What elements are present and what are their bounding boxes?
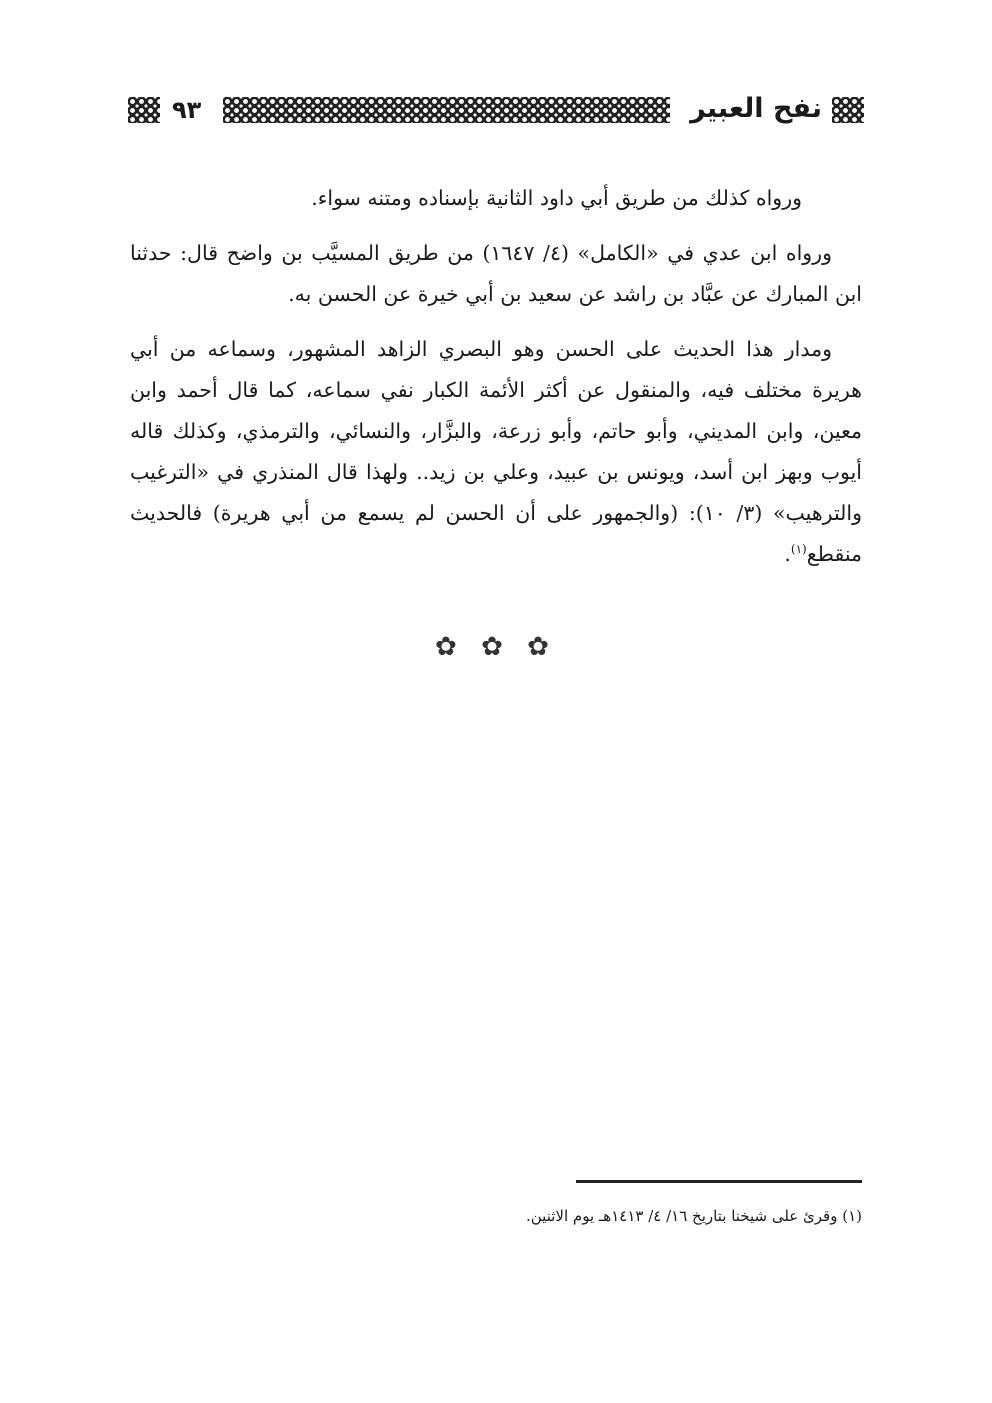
body-text — [130, 178, 862, 589]
footnote-text: (١) وقرئ على شيخنا بتاريخ ١٦/ ٤/ ١٤١٣هـ يوم الاثنين. — [526, 1207, 862, 1225]
ornament-band — [223, 97, 670, 123]
ornament-right — [832, 97, 864, 123]
page-header — [128, 92, 864, 128]
paragraph-3-end: . — [784, 542, 791, 566]
footnote-divider — [576, 1180, 862, 1183]
ornament-left — [128, 97, 160, 123]
section-separator-icon: ✿ ✿ ✿ — [435, 632, 557, 662]
book-title: نفح العبير — [690, 92, 822, 124]
footnote-reference[interactable]: (١) — [790, 542, 807, 557]
paragraph-3 — [130, 329, 862, 575]
paragraph-3-text: ومدار هذا الحديث على الحسن وهو البصري الزاهد المشهور، وسماعه من أبي هريرة مختلف فيه، والمنقول عن أكثر الأئمة الكبار نفي سماعه، كما قال أحمد وابن معين، وابن المديني، وأبو حاتم، وأبو زرعة، والبزَّار، والنسائي، والترمذي، وكذلك قاله أيوب وبهز ابن أسد، ويونس بن عبيد، وعلي بن زيد.. ولهذا قال المنذري في «الترغيب والترهيب» (٣/ ١٠): (والجمهور على أن الحسن لم يسمع من أبي هريرة) فالحديث منقطع — [130, 337, 862, 566]
paragraph-2: ورواه ابن عدي في «الكامل» (٤/ ١٦٤٧) من طريق المسيَّب بن واضح قال: حدثنا ابن المبارك عن عبَّاد بن راشد عن سعيد بن أبي خيرة عن الحسن به. — [130, 241, 862, 306]
paragraph-1: ورواه كذلك من طريق أبي داود الثانية بإسناده ومتنه سواء. — [311, 186, 802, 210]
page-number: ٩٣ — [172, 96, 202, 124]
